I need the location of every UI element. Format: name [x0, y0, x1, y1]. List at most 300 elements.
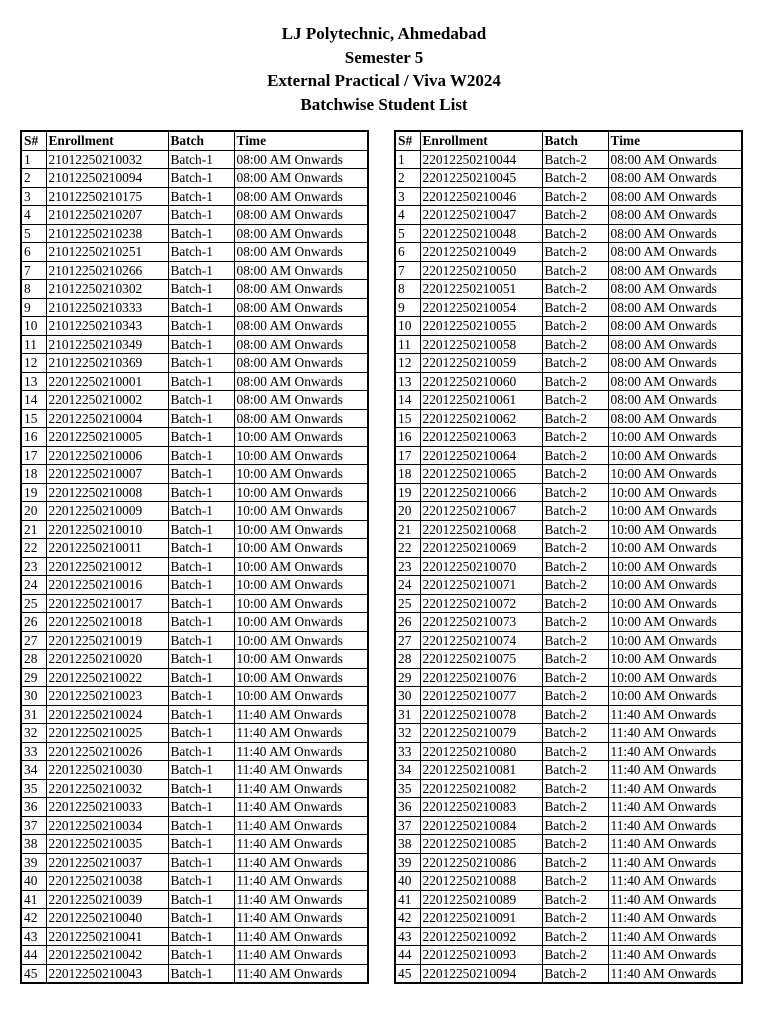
time-cell: 10:00 AM Onwards — [234, 576, 368, 595]
batch-cell: Batch-1 — [168, 705, 234, 724]
time-cell: 10:00 AM Onwards — [234, 428, 368, 447]
enrollment-cell: 22012250210078 — [420, 705, 542, 724]
serial-cell: 3 — [21, 187, 46, 206]
batch-cell: Batch-2 — [542, 964, 608, 983]
header-time: Time — [234, 131, 368, 150]
table-row — [21, 557, 368, 576]
batch-cell: Batch-2 — [542, 631, 608, 650]
table-row — [21, 243, 368, 262]
table-row — [21, 613, 368, 632]
batch-cell: Batch-1 — [168, 539, 234, 558]
serial-cell: 26 — [395, 613, 420, 632]
batch-cell: Batch-2 — [542, 742, 608, 761]
enrollment-cell: 22012250210005 — [46, 428, 168, 447]
table-row — [395, 465, 742, 484]
batch-cell: Batch-1 — [168, 206, 234, 225]
table-row — [21, 946, 368, 965]
table-row — [395, 761, 742, 780]
serial-cell: 20 — [21, 502, 46, 521]
time-cell: 11:40 AM Onwards — [234, 705, 368, 724]
table-row — [395, 187, 742, 206]
time-cell: 10:00 AM Onwards — [234, 520, 368, 539]
serial-cell: 9 — [21, 298, 46, 317]
table-row — [395, 224, 742, 243]
time-cell: 10:00 AM Onwards — [608, 576, 742, 595]
table-row — [395, 816, 742, 835]
time-cell: 08:00 AM Onwards — [608, 280, 742, 299]
serial-cell: 40 — [395, 872, 420, 891]
serial-cell: 33 — [21, 742, 46, 761]
time-cell: 10:00 AM Onwards — [608, 594, 742, 613]
table-row — [395, 650, 742, 669]
batch-cell: Batch-1 — [168, 391, 234, 410]
table-row — [21, 335, 368, 354]
enrollment-cell: 21012250210032 — [46, 150, 168, 169]
table-header-row — [395, 131, 742, 150]
time-cell: 08:00 AM Onwards — [608, 354, 742, 373]
enrollment-cell: 22012250210086 — [420, 853, 542, 872]
serial-cell: 42 — [21, 909, 46, 928]
enrollment-cell: 22012250210001 — [46, 372, 168, 391]
table-row — [395, 853, 742, 872]
enrollment-cell: 22012250210041 — [46, 927, 168, 946]
time-cell: 08:00 AM Onwards — [608, 409, 742, 428]
time-cell: 10:00 AM Onwards — [608, 650, 742, 669]
time-cell: 10:00 AM Onwards — [608, 446, 742, 465]
serial-cell: 40 — [21, 872, 46, 891]
enrollment-cell: 22012250210035 — [46, 835, 168, 854]
enrollment-cell: 22012250210069 — [420, 539, 542, 558]
batch-cell: Batch-2 — [542, 243, 608, 262]
enrollment-cell: 22012250210024 — [46, 705, 168, 724]
table-row — [21, 539, 368, 558]
time-cell: 11:40 AM Onwards — [234, 742, 368, 761]
batch-cell: Batch-2 — [542, 835, 608, 854]
batch-cell: Batch-2 — [542, 890, 608, 909]
serial-cell: 39 — [395, 853, 420, 872]
serial-cell: 45 — [395, 964, 420, 983]
time-cell: 11:40 AM Onwards — [608, 835, 742, 854]
batch-cell: Batch-2 — [542, 187, 608, 206]
header-time: Time — [608, 131, 742, 150]
serial-cell: 37 — [21, 816, 46, 835]
time-cell: 10:00 AM Onwards — [234, 594, 368, 613]
serial-cell: 15 — [21, 409, 46, 428]
batch-cell: Batch-1 — [168, 335, 234, 354]
enrollment-cell: 21012250210175 — [46, 187, 168, 206]
batch-cell: Batch-1 — [168, 890, 234, 909]
enrollment-cell: 22012250210040 — [46, 909, 168, 928]
batch-cell: Batch-2 — [542, 687, 608, 706]
time-cell: 10:00 AM Onwards — [608, 539, 742, 558]
table-row — [21, 594, 368, 613]
table-row — [21, 483, 368, 502]
table-row — [395, 687, 742, 706]
batch-cell: Batch-2 — [542, 927, 608, 946]
exam-title: External Practical / Viva W2024 — [267, 71, 501, 90]
enrollment-cell: 21012250210349 — [46, 335, 168, 354]
batch-cell: Batch-2 — [542, 705, 608, 724]
serial-cell: 38 — [21, 835, 46, 854]
batch-cell: Batch-1 — [168, 761, 234, 780]
batch-cell: Batch-1 — [168, 298, 234, 317]
table-row — [395, 798, 742, 817]
time-cell: 10:00 AM Onwards — [234, 483, 368, 502]
serial-cell: 25 — [395, 594, 420, 613]
serial-cell: 41 — [21, 890, 46, 909]
batch-cell: Batch-2 — [542, 613, 608, 632]
table-row — [21, 298, 368, 317]
time-cell: 11:40 AM Onwards — [608, 724, 742, 743]
batch-cell: Batch-1 — [168, 243, 234, 262]
table-row — [395, 872, 742, 891]
serial-cell: 21 — [395, 520, 420, 539]
batch-cell: Batch-1 — [168, 317, 234, 336]
time-cell: 10:00 AM Onwards — [234, 539, 368, 558]
table-row — [21, 964, 368, 983]
table-row — [395, 668, 742, 687]
time-cell: 10:00 AM Onwards — [234, 668, 368, 687]
time-cell: 10:00 AM Onwards — [234, 465, 368, 484]
enrollment-cell: 22012250210084 — [420, 816, 542, 835]
enrollment-cell: 22012250210012 — [46, 557, 168, 576]
enrollment-cell: 22012250210051 — [420, 280, 542, 299]
time-cell: 11:40 AM Onwards — [234, 761, 368, 780]
batch-cell: Batch-2 — [542, 853, 608, 872]
table-row — [395, 964, 742, 983]
batch-cell: Batch-1 — [168, 428, 234, 447]
batch-cell: Batch-2 — [542, 169, 608, 188]
time-cell: 10:00 AM Onwards — [608, 631, 742, 650]
enrollment-cell: 21012250210251 — [46, 243, 168, 262]
serial-cell: 37 — [395, 816, 420, 835]
time-cell: 08:00 AM Onwards — [234, 187, 368, 206]
document-header — [0, 22, 768, 116]
serial-cell: 13 — [395, 372, 420, 391]
time-cell: 08:00 AM Onwards — [608, 335, 742, 354]
table-row — [395, 372, 742, 391]
serial-cell: 24 — [395, 576, 420, 595]
batch-cell: Batch-2 — [542, 446, 608, 465]
table-row — [21, 816, 368, 835]
batch-cell: Batch-1 — [168, 816, 234, 835]
serial-cell: 6 — [395, 243, 420, 262]
table-row — [21, 446, 368, 465]
batch-cell: Batch-1 — [168, 224, 234, 243]
table-row — [395, 150, 742, 169]
table-row — [395, 206, 742, 225]
enrollment-cell: 22012250210070 — [420, 557, 542, 576]
batch-1-rows — [21, 150, 368, 983]
table-row — [395, 298, 742, 317]
table-row — [395, 909, 742, 928]
enrollment-cell: 22012250210046 — [420, 187, 542, 206]
header-batch: Batch — [168, 131, 234, 150]
table-row — [395, 557, 742, 576]
serial-cell: 29 — [21, 668, 46, 687]
serial-cell: 5 — [395, 224, 420, 243]
time-cell: 08:00 AM Onwards — [608, 317, 742, 336]
serial-cell: 32 — [395, 724, 420, 743]
serial-cell: 45 — [21, 964, 46, 983]
time-cell: 10:00 AM Onwards — [608, 668, 742, 687]
batch-cell: Batch-1 — [168, 650, 234, 669]
table-row — [395, 835, 742, 854]
enrollment-cell: 22012250210033 — [46, 798, 168, 817]
time-cell: 10:00 AM Onwards — [234, 557, 368, 576]
time-cell: 11:40 AM Onwards — [608, 742, 742, 761]
time-cell: 11:40 AM Onwards — [608, 816, 742, 835]
enrollment-cell: 22012250210068 — [420, 520, 542, 539]
batch-cell: Batch-1 — [168, 742, 234, 761]
enrollment-cell: 22012250210045 — [420, 169, 542, 188]
enrollment-cell: 22012250210010 — [46, 520, 168, 539]
time-cell: 11:40 AM Onwards — [234, 724, 368, 743]
time-cell: 10:00 AM Onwards — [608, 687, 742, 706]
enrollment-cell: 22012250210030 — [46, 761, 168, 780]
batch-cell: Batch-2 — [542, 206, 608, 225]
batch-cell: Batch-1 — [168, 927, 234, 946]
table-row — [21, 909, 368, 928]
batch-cell: Batch-1 — [168, 631, 234, 650]
time-cell: 08:00 AM Onwards — [234, 150, 368, 169]
enrollment-cell: 22012250210022 — [46, 668, 168, 687]
table-row — [395, 317, 742, 336]
serial-cell: 9 — [395, 298, 420, 317]
enrollment-cell: 21012250210238 — [46, 224, 168, 243]
enrollment-cell: 22012250210004 — [46, 409, 168, 428]
batch-cell: Batch-2 — [542, 502, 608, 521]
table-row — [395, 613, 742, 632]
batch-cell: Batch-1 — [168, 872, 234, 891]
table-row — [21, 761, 368, 780]
enrollment-cell: 22012250210054 — [420, 298, 542, 317]
time-cell: 10:00 AM Onwards — [608, 502, 742, 521]
time-cell: 10:00 AM Onwards — [608, 465, 742, 484]
batch-cell: Batch-2 — [542, 354, 608, 373]
time-cell: 10:00 AM Onwards — [234, 613, 368, 632]
batch-cell: Batch-2 — [542, 946, 608, 965]
batch-cell: Batch-2 — [542, 298, 608, 317]
time-cell: 10:00 AM Onwards — [608, 613, 742, 632]
time-cell: 11:40 AM Onwards — [608, 779, 742, 798]
batch-cell: Batch-2 — [542, 872, 608, 891]
table-row — [21, 409, 368, 428]
enrollment-cell: 22012250210006 — [46, 446, 168, 465]
time-cell: 10:00 AM Onwards — [234, 687, 368, 706]
batch-cell: Batch-2 — [542, 816, 608, 835]
serial-cell: 7 — [395, 261, 420, 280]
time-cell: 11:40 AM Onwards — [608, 946, 742, 965]
table-row — [21, 742, 368, 761]
table-row — [395, 576, 742, 595]
enrollment-cell: 22012250210074 — [420, 631, 542, 650]
enrollment-cell: 22012250210094 — [420, 964, 542, 983]
enrollment-cell: 22012250210058 — [420, 335, 542, 354]
batch-cell: Batch-1 — [168, 946, 234, 965]
serial-cell: 8 — [395, 280, 420, 299]
enrollment-cell: 22012250210083 — [420, 798, 542, 817]
enrollment-cell: 22012250210066 — [420, 483, 542, 502]
time-cell: 08:00 AM Onwards — [608, 372, 742, 391]
time-cell: 11:40 AM Onwards — [608, 927, 742, 946]
serial-cell: 36 — [395, 798, 420, 817]
serial-cell: 42 — [395, 909, 420, 928]
serial-cell: 30 — [395, 687, 420, 706]
enrollment-cell: 22012250210071 — [420, 576, 542, 595]
enrollment-cell: 21012250210343 — [46, 317, 168, 336]
table-row — [395, 169, 742, 188]
time-cell: 11:40 AM Onwards — [234, 853, 368, 872]
batch-cell: Batch-2 — [542, 465, 608, 484]
serial-cell: 43 — [395, 927, 420, 946]
batch-cell: Batch-1 — [168, 372, 234, 391]
time-cell: 10:00 AM Onwards — [608, 520, 742, 539]
time-cell: 08:00 AM Onwards — [608, 150, 742, 169]
batch-cell: Batch-2 — [542, 650, 608, 669]
batch-cell: Batch-1 — [168, 446, 234, 465]
time-cell: 08:00 AM Onwards — [234, 372, 368, 391]
enrollment-cell: 22012250210043 — [46, 964, 168, 983]
batch-cell: Batch-1 — [168, 520, 234, 539]
serial-cell: 34 — [395, 761, 420, 780]
header-batch: Batch — [542, 131, 608, 150]
enrollment-cell: 22012250210011 — [46, 539, 168, 558]
enrollment-cell: 22012250210020 — [46, 650, 168, 669]
time-cell: 08:00 AM Onwards — [608, 391, 742, 410]
table-row — [21, 224, 368, 243]
serial-cell: 7 — [21, 261, 46, 280]
batch-cell: Batch-2 — [542, 724, 608, 743]
table-row — [395, 520, 742, 539]
serial-cell: 35 — [395, 779, 420, 798]
enrollment-cell: 22012250210034 — [46, 816, 168, 835]
enrollment-cell: 22012250210061 — [420, 391, 542, 410]
table-row — [395, 539, 742, 558]
enrollment-cell: 22012250210080 — [420, 742, 542, 761]
serial-cell: 22 — [21, 539, 46, 558]
enrollment-cell: 22012250210017 — [46, 594, 168, 613]
serial-cell: 35 — [21, 779, 46, 798]
serial-cell: 14 — [21, 391, 46, 410]
batch-cell: Batch-2 — [542, 520, 608, 539]
serial-cell: 38 — [395, 835, 420, 854]
batch-cell: Batch-1 — [168, 798, 234, 817]
table-row — [21, 317, 368, 336]
time-cell: 08:00 AM Onwards — [234, 243, 368, 262]
time-cell: 11:40 AM Onwards — [608, 890, 742, 909]
serial-cell: 8 — [21, 280, 46, 299]
batch-cell: Batch-2 — [542, 317, 608, 336]
time-cell: 11:40 AM Onwards — [608, 798, 742, 817]
enrollment-cell: 22012250210065 — [420, 465, 542, 484]
time-cell: 08:00 AM Onwards — [608, 224, 742, 243]
enrollment-cell: 22012250210075 — [420, 650, 542, 669]
batch-cell: Batch-1 — [168, 169, 234, 188]
table-row — [21, 687, 368, 706]
batch-cell: Batch-2 — [542, 761, 608, 780]
enrollment-cell: 22012250210002 — [46, 391, 168, 410]
serial-cell: 14 — [395, 391, 420, 410]
serial-cell: 34 — [21, 761, 46, 780]
time-cell: 08:00 AM Onwards — [234, 317, 368, 336]
table-row — [21, 668, 368, 687]
batch-cell: Batch-1 — [168, 964, 234, 983]
serial-cell: 25 — [21, 594, 46, 613]
table-row — [21, 927, 368, 946]
table-row — [395, 483, 742, 502]
enrollment-cell: 22012250210050 — [420, 261, 542, 280]
table-row — [395, 779, 742, 798]
batch-cell: Batch-2 — [542, 224, 608, 243]
batch-cell: Batch-1 — [168, 261, 234, 280]
serial-cell: 30 — [21, 687, 46, 706]
time-cell: 10:00 AM Onwards — [234, 502, 368, 521]
enrollment-cell: 22012250210018 — [46, 613, 168, 632]
serial-cell: 41 — [395, 890, 420, 909]
table-row — [21, 280, 368, 299]
table-row — [395, 391, 742, 410]
batch-cell: Batch-2 — [542, 668, 608, 687]
enrollment-cell: 22012250210072 — [420, 594, 542, 613]
serial-cell: 39 — [21, 853, 46, 872]
time-cell: 08:00 AM Onwards — [234, 354, 368, 373]
table-row — [21, 798, 368, 817]
time-cell: 08:00 AM Onwards — [234, 391, 368, 410]
table-row — [21, 261, 368, 280]
serial-cell: 23 — [21, 557, 46, 576]
batch-cell: Batch-1 — [168, 280, 234, 299]
table-row — [21, 169, 368, 188]
serial-cell: 19 — [21, 483, 46, 502]
enrollment-cell: 22012250210009 — [46, 502, 168, 521]
time-cell: 11:40 AM Onwards — [608, 705, 742, 724]
serial-cell: 23 — [395, 557, 420, 576]
time-cell: 11:40 AM Onwards — [608, 909, 742, 928]
time-cell: 08:00 AM Onwards — [234, 169, 368, 188]
table-row — [395, 742, 742, 761]
serial-cell: 1 — [21, 150, 46, 169]
table-header-row — [21, 131, 368, 150]
batch-cell: Batch-1 — [168, 409, 234, 428]
serial-cell: 17 — [21, 446, 46, 465]
batch-cell: Batch-1 — [168, 502, 234, 521]
enrollment-cell: 22012250210042 — [46, 946, 168, 965]
time-cell: 08:00 AM Onwards — [608, 243, 742, 262]
batch-cell: Batch-2 — [542, 335, 608, 354]
table-row — [395, 280, 742, 299]
serial-cell: 21 — [21, 520, 46, 539]
enrollment-cell: 22012250210059 — [420, 354, 542, 373]
time-cell: 08:00 AM Onwards — [234, 335, 368, 354]
batch-2-rows — [395, 150, 742, 983]
time-cell: 10:00 AM Onwards — [234, 446, 368, 465]
serial-cell: 16 — [21, 428, 46, 447]
table-row — [395, 243, 742, 262]
enrollment-cell: 21012250210333 — [46, 298, 168, 317]
batch-cell: Batch-2 — [542, 557, 608, 576]
enrollment-cell: 22012250210047 — [420, 206, 542, 225]
table-row — [395, 724, 742, 743]
table-row — [21, 502, 368, 521]
enrollment-cell: 22012250210076 — [420, 668, 542, 687]
table-row — [21, 428, 368, 447]
enrollment-cell: 22012250210008 — [46, 483, 168, 502]
batch-cell: Batch-2 — [542, 261, 608, 280]
enrollment-cell: 22012250210064 — [420, 446, 542, 465]
batch-cell: Batch-2 — [542, 779, 608, 798]
serial-cell: 13 — [21, 372, 46, 391]
